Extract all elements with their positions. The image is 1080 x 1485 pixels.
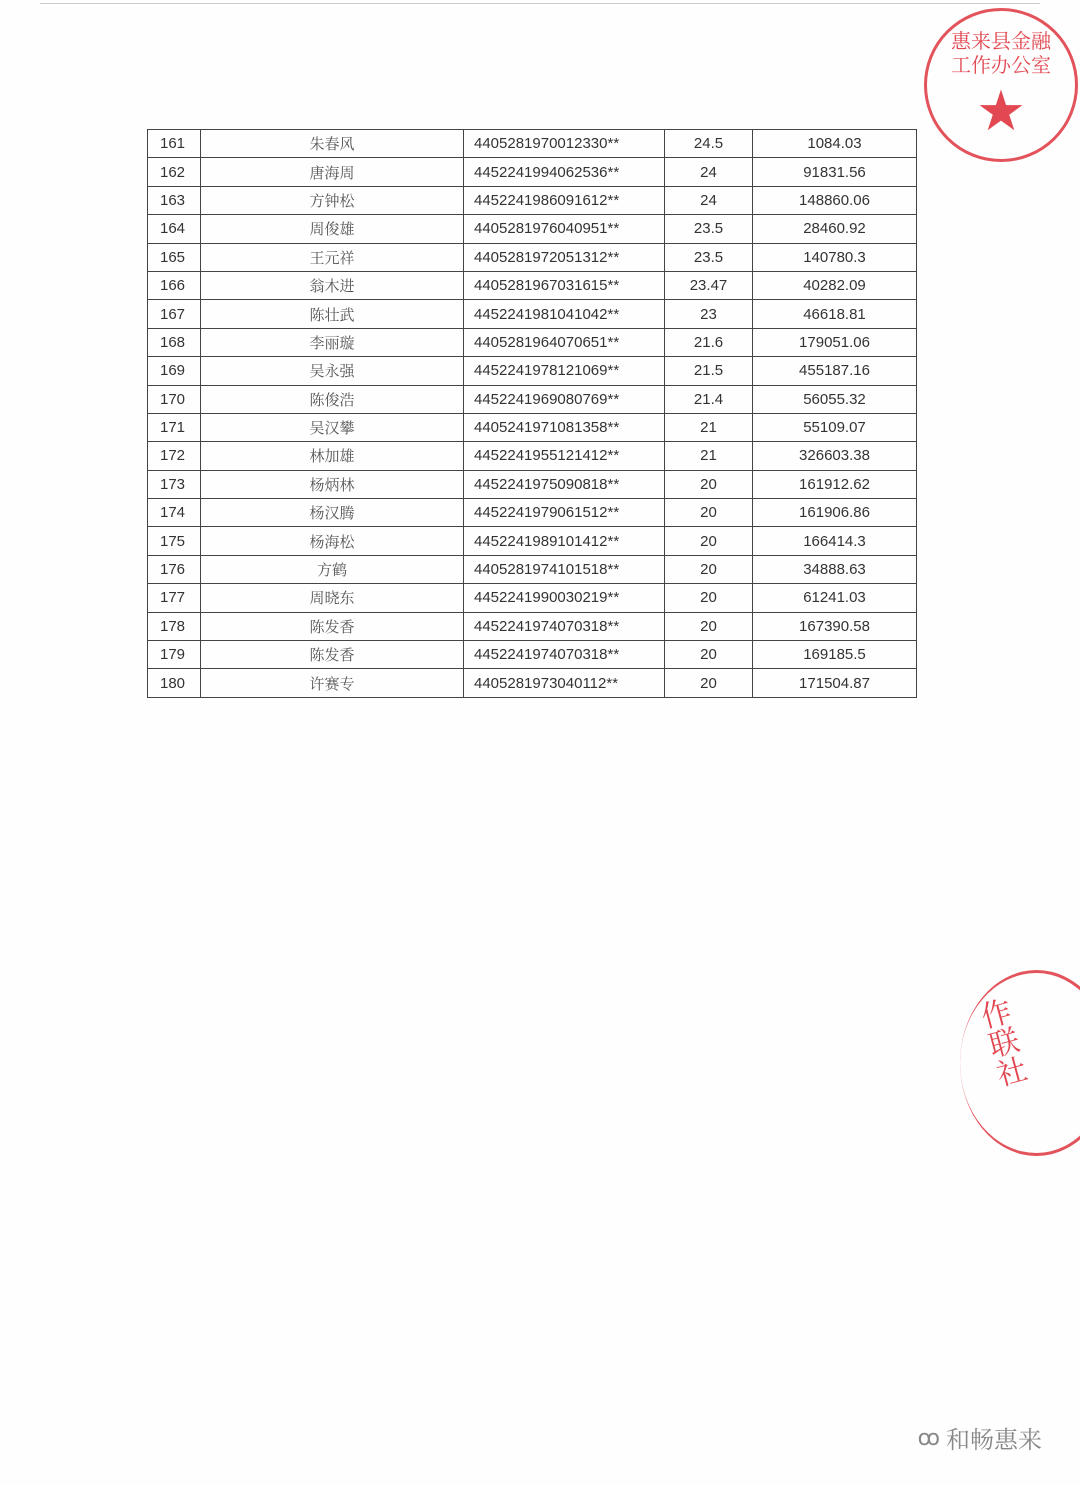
row-number-cell: 175 [148,527,201,555]
name-cell: 许赛专 [201,669,464,697]
table-row [148,584,917,612]
id-number-cell: 4452241979061512** [464,499,665,527]
value-cell: 20 [665,641,753,669]
amount-cell: 46618.81 [753,300,917,328]
name-cell: 唐海周 [201,158,464,186]
table-row [148,186,917,214]
amount-cell: 56055.32 [753,385,917,413]
id-number-cell: 4452241974070318** [464,612,665,640]
id-number-cell: 4452241989101412** [464,527,665,555]
value-cell: 24 [665,158,753,186]
row-number-cell: 172 [148,442,201,470]
id-number-cell: 4452241978121069** [464,357,665,385]
value-cell: 20 [665,499,753,527]
name-cell: 李丽璇 [201,328,464,356]
id-number-cell: 4405281974101518** [464,555,665,583]
value-cell: 20 [665,669,753,697]
id-number-cell: 4452241974070318** [464,641,665,669]
name-cell: 吴汉攀 [201,413,464,441]
page-edge-line [40,3,1040,4]
table-row [148,130,917,158]
name-cell: 陈俊浩 [201,385,464,413]
table-row [148,300,917,328]
table-row [148,243,917,271]
name-cell: 周俊雄 [201,215,464,243]
row-number-cell: 161 [148,130,201,158]
data-table [147,129,917,698]
table-row [148,612,917,640]
value-cell: 23.47 [665,271,753,299]
id-number-cell: 4405281964070651** [464,328,665,356]
amount-cell: 34888.63 [753,555,917,583]
id-number-cell: 4452241955121412** [464,442,665,470]
value-cell: 23.5 [665,215,753,243]
amount-cell: 167390.58 [753,612,917,640]
id-number-cell: 4405241971081358** [464,413,665,441]
table-row [148,328,917,356]
watermark-text: 和畅惠来 [946,1427,1042,1454]
amount-cell: 140780.3 [753,243,917,271]
amount-cell: 28460.92 [753,215,917,243]
amount-cell: 55109.07 [753,413,917,441]
star-icon: ★ [975,79,1027,142]
row-number-cell: 168 [148,328,201,356]
name-cell: 周晓东 [201,584,464,612]
row-number-cell: 167 [148,300,201,328]
id-number-cell: 4405281976040951** [464,215,665,243]
amount-cell: 40282.09 [753,271,917,299]
row-number-cell: 178 [148,612,201,640]
amount-cell: 166414.3 [753,527,917,555]
id-number-cell: 4452241994062536** [464,158,665,186]
row-number-cell: 173 [148,470,201,498]
amount-cell: 171504.87 [753,669,917,697]
value-cell: 21.4 [665,385,753,413]
amount-cell: 61241.03 [753,584,917,612]
seal-text: 惠来县金融工作办公室 [951,29,1051,77]
official-seal-bottom [960,970,1080,1156]
watermark [918,1420,1042,1455]
row-number-cell: 174 [148,499,201,527]
table-row [148,527,917,555]
id-number-cell: 4452241969080769** [464,385,665,413]
id-number-cell: 4452241975090818** [464,470,665,498]
amount-cell: 1084.03 [753,130,917,158]
amount-cell: 169185.5 [753,641,917,669]
row-number-cell: 164 [148,215,201,243]
table-row [148,271,917,299]
table-row [148,357,917,385]
value-cell: 20 [665,612,753,640]
amount-cell: 179051.06 [753,328,917,356]
value-cell: 23 [665,300,753,328]
name-cell: 方钟松 [201,186,464,214]
value-cell: 21.5 [665,357,753,385]
name-cell: 王元祥 [201,243,464,271]
table-row [148,158,917,186]
name-cell: 杨海松 [201,527,464,555]
id-number-cell: 4405281967031615** [464,271,665,299]
id-number-cell: 4452241990030219** [464,584,665,612]
amount-cell: 148860.06 [753,186,917,214]
official-seal-top [924,8,1078,162]
id-number-cell: 4405281972051312** [464,243,665,271]
amount-cell: 455187.16 [753,357,917,385]
id-number-cell: 4405281970012330** [464,130,665,158]
table-row [148,499,917,527]
row-number-cell: 177 [148,584,201,612]
value-cell: 20 [665,584,753,612]
value-cell: 20 [665,470,753,498]
amount-cell: 161912.62 [753,470,917,498]
row-number-cell: 171 [148,413,201,441]
value-cell: 20 [665,527,753,555]
value-cell: 21.6 [665,328,753,356]
table-row [148,669,917,697]
id-number-cell: 4405281973040112** [464,669,665,697]
row-number-cell: 162 [148,158,201,186]
name-cell: 陈发香 [201,612,464,640]
value-cell: 24.5 [665,130,753,158]
name-cell: 朱春风 [201,130,464,158]
name-cell: 方鹤 [201,555,464,583]
value-cell: 21 [665,413,753,441]
name-cell: 陈壮武 [201,300,464,328]
id-number-cell: 4452241986091612** [464,186,665,214]
name-cell: 杨汉腾 [201,499,464,527]
table-row [148,470,917,498]
table-row [148,641,917,669]
value-cell: 21 [665,442,753,470]
value-cell: 24 [665,186,753,214]
amount-cell: 326603.38 [753,442,917,470]
row-number-cell: 170 [148,385,201,413]
table-row [148,555,917,583]
row-number-cell: 169 [148,357,201,385]
row-number-cell: 176 [148,555,201,583]
name-cell: 翁木进 [201,271,464,299]
name-cell: 陈发香 [201,641,464,669]
row-number-cell: 180 [148,669,201,697]
row-number-cell: 166 [148,271,201,299]
seal-text: 作联社 [971,994,1030,1091]
id-number-cell: 4452241981041042** [464,300,665,328]
table-row [148,413,917,441]
name-cell: 林加雄 [201,442,464,470]
amount-cell: 161906.86 [753,499,917,527]
table-row [148,215,917,243]
amount-cell: 91831.56 [753,158,917,186]
row-number-cell: 163 [148,186,201,214]
table-row [148,442,917,470]
value-cell: 20 [665,555,753,583]
value-cell: 23.5 [665,243,753,271]
name-cell: 吴永强 [201,357,464,385]
row-number-cell: 165 [148,243,201,271]
name-cell: 杨炳林 [201,470,464,498]
table-row [148,385,917,413]
row-number-cell: 179 [148,641,201,669]
wechat-icon: ꝏ [917,1424,940,1450]
